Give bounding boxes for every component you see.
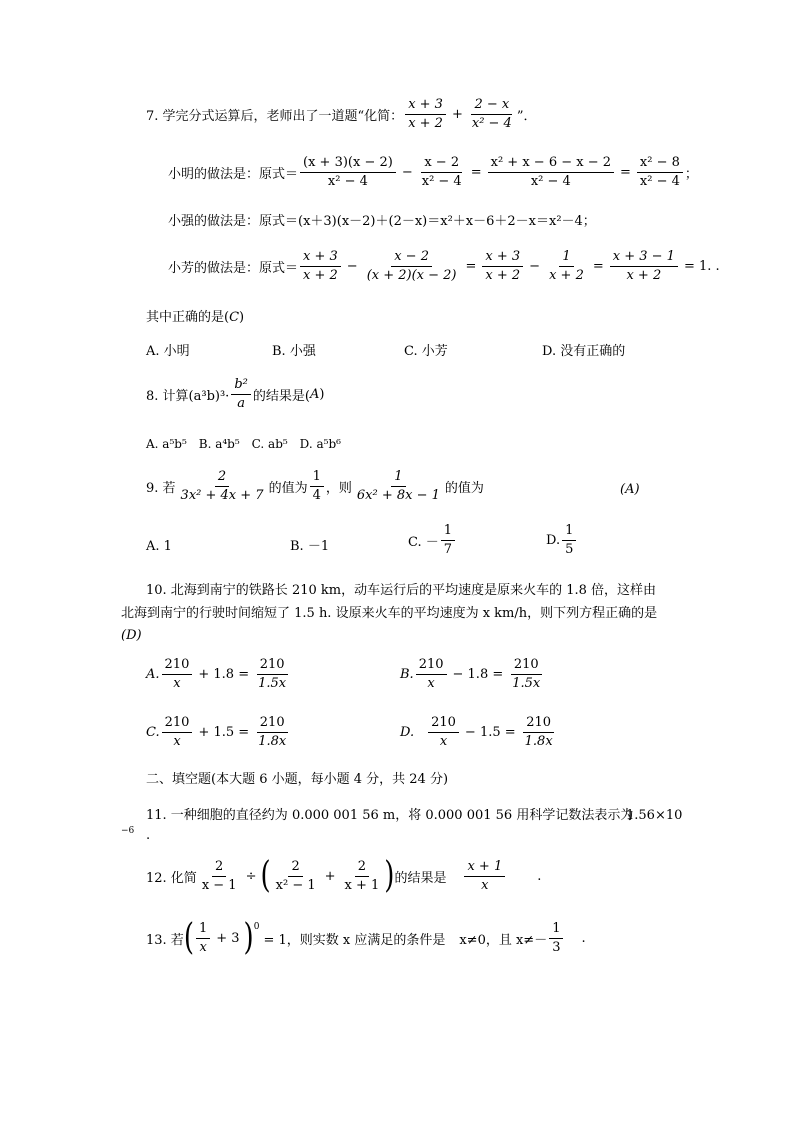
- xm-fraction-a: $\frac{(x + 3)(x - 2)}{\text{x² − 4}}$: [300, 156, 396, 190]
- q8-answer: A: [309, 387, 320, 403]
- q7-fraction-2: $\frac{2 - x}{\text{x² − 4}}$: [471, 97, 512, 132]
- xiaoming-label: 小明的做法是：原式＝: [168, 167, 299, 183]
- q9-option-c: C. － $\frac{1}{7}$: [408, 524, 457, 558]
- xiaofang-label: 小芳的做法是：原式＝: [168, 261, 299, 277]
- q7-xiaofang-line: 小芳的做法是：原式＝ $\frac{x + 3}{x + 2}$ − $\frac{x - 2}{(x + 2)(x - 2)}$ = $\frac{x + 3}{x + 2}$ − $\frac{1}{x + 2}$ = $\frac{x + 3 - 1}{x + 2}$ = 1. .: [168, 249, 720, 284]
- q12-fraction-2: $\frac{2}{\text{x² − 1}}$: [275, 859, 316, 894]
- q9-line: 9. 若 $\frac{2}{\text{3x² + 4x + 7}}$ 的值为 $\frac{1}{4}$ ，则 $\frac{1}{\text{6x² + 8x − 1}}$ 的值为: [146, 469, 484, 504]
- q11-end: .: [146, 828, 151, 843]
- q10-answer: (D): [121, 628, 142, 643]
- q10-line-2: 北海到南宁的行驶时间缩短了 1.5 h. 设原来火车的平均速度为 x km/h，则下列方程正确的是: [121, 606, 658, 621]
- q10-option-d: D. $\frac{210}{x}$ − 1.5 = $\frac{210}{1.8x}$: [400, 715, 553, 750]
- xf-fraction-d: $\frac{1}{x + 2}$: [549, 249, 584, 284]
- q9-option-c-fraction: $\frac{1}{7}$: [441, 524, 455, 558]
- q12-answer: $\frac{x + 1}{x}$: [464, 860, 505, 894]
- q13-fraction: $\frac{1}{x}$: [196, 922, 210, 956]
- q7-option-a: A. 小明: [146, 344, 190, 359]
- xf-fraction-c: $\frac{x + 3}{x + 2}$: [482, 250, 523, 284]
- q7-fraction-1: $\frac{x + 3}{x + 2}$: [405, 98, 446, 132]
- q12-line: 12. 化简 $\frac{2}{x - 1}$ ÷ ( $\frac{2}{\text{x² − 1}}$ + $\frac{2}{x + 1}$ ) 的结果是 $\frac{x + 1}{x}$ .: [146, 855, 542, 898]
- q7-question: 其中正确的是(C): [146, 310, 245, 325]
- q10-option-a: A. $\frac{210}{x}$ + 1.8 = $\frac{210}{1.5x}$: [146, 657, 287, 692]
- q7-xiaoming-line: 小明的做法是：原式＝ $\frac{(x + 3)(x - 2)}{\text{x² − 4}}$ − $\frac{x - 2}{\text{x² − 4}}$ = $\frac{\text{x² + x − 6 − x − 2}}{\text{x² − 4}}$ = $\frac{\text{x² − 8}}{\text{x² − 4}}$ ；: [168, 155, 698, 190]
- q10-option-b: B. $\frac{210}{x}$ − 1.8 = $\frac{210}{1.5x}$: [400, 657, 541, 692]
- xm-fraction-d: $\frac{\text{x² − 8}}{\text{x² − 4}}$: [637, 156, 683, 190]
- xf-fraction-a: $\frac{x + 3}{x + 2}$: [300, 250, 341, 284]
- q11-answer: 1.56×10: [626, 808, 683, 823]
- xf-fraction-b: $\frac{x - 2}{(x + 2)(x - 2)}$: [366, 249, 457, 284]
- q8-line: 8. 计算(a³b)³· $\frac{\text{b²}}{a}$ 的结果是( A ): [146, 377, 325, 412]
- q9-fraction-3: $\frac{1}{\text{6x² + 8x − 1}}$: [356, 469, 440, 504]
- q9-option-d: D. $\frac{1}{5}$: [546, 524, 578, 558]
- xm-fraction-c: $\frac{\text{x² + x − 6 − x − 2}}{\text{x² − 4}}$: [488, 156, 614, 190]
- q7-option-d: D. 没有正确的: [542, 344, 626, 359]
- q13-power: 0: [253, 922, 260, 932]
- section-2-heading: 二、填空题(本大题 6 小题，每小题 4 分，共 24 分): [146, 772, 449, 787]
- q13-answer-fraction: $\frac{1}{3}$: [549, 922, 563, 956]
- q13-answer: x≠0，且 x≠－: [459, 933, 548, 949]
- q7-option-c: C. 小芳: [404, 344, 448, 359]
- q8-intro: 8. 计算(a³b)³·: [146, 389, 230, 405]
- q8-options: A. a⁵b⁵ B. a⁴b⁵ C. ab⁵ D. a⁵b⁶: [146, 437, 341, 451]
- q9-option-d-fraction: $\frac{1}{5}$: [562, 524, 576, 558]
- q7-outro: ”．: [516, 109, 537, 125]
- q9-fraction-1: $\frac{2}{\text{3x² + 4x + 7}}$: [180, 469, 264, 504]
- q9-option-b: B. －1: [290, 539, 330, 554]
- q8-fraction: $\frac{\text{b²}}{a}$: [231, 378, 251, 412]
- xf-fraction-e: $\frac{x + 3 - 1}{x + 2}$: [610, 250, 678, 284]
- q11-exponent: −6: [121, 826, 135, 836]
- q7-title-line: 7. 学完分式运算后，老师出了一道题“化简： $\frac{x + 3}{x + 2}$ + $\frac{2 - x}{\text{x² − 4}}$ ”．: [146, 97, 537, 132]
- q9-answer: (A): [620, 482, 640, 497]
- xm-fraction-b: $\frac{x - 2}{\text{x² − 4}}$: [421, 155, 462, 190]
- q10-line-1: 10. 北海到南宁的铁路长 210 km，动车运行后的平均速度是原来火车的 1.8 倍，这样由: [146, 583, 657, 598]
- q7-answer: C: [229, 310, 240, 325]
- q10-option-c: C. $\frac{210}{x}$ + 1.5 = $\frac{210}{1.8x}$: [146, 715, 287, 750]
- q9-option-a: A. 1: [146, 539, 172, 554]
- q7-option-b: B. 小强: [272, 344, 316, 359]
- q7-intro: 7. 学完分式运算后，老师出了一道题“化简：: [146, 109, 404, 125]
- q13-line: 13. 若 ( $\frac{1}{x}$ + 3 ) $^0$ = 1，则实数 x 应满足的条件是 x≠0，且 x≠－ $\frac{1}{3}$ .: [146, 917, 586, 960]
- q12-fraction-3: $\frac{2}{x + 1}$: [344, 859, 380, 894]
- q12-fraction-1: $\frac{2}{x - 1}$: [201, 859, 237, 894]
- q11-line: 11. 一种细胞的直径约为 0.000 001 56 m，将 0.000 001 56 用科学记数法表示为: [146, 808, 634, 823]
- q7-xiaoqiang-line: 小强的做法是：原式＝(x＋3)(x－2)＋(2－x)＝x²＋x－6＋2－x＝x²－4；: [168, 214, 596, 229]
- q9-fraction-2: $\frac{1}{4}$: [310, 470, 324, 504]
